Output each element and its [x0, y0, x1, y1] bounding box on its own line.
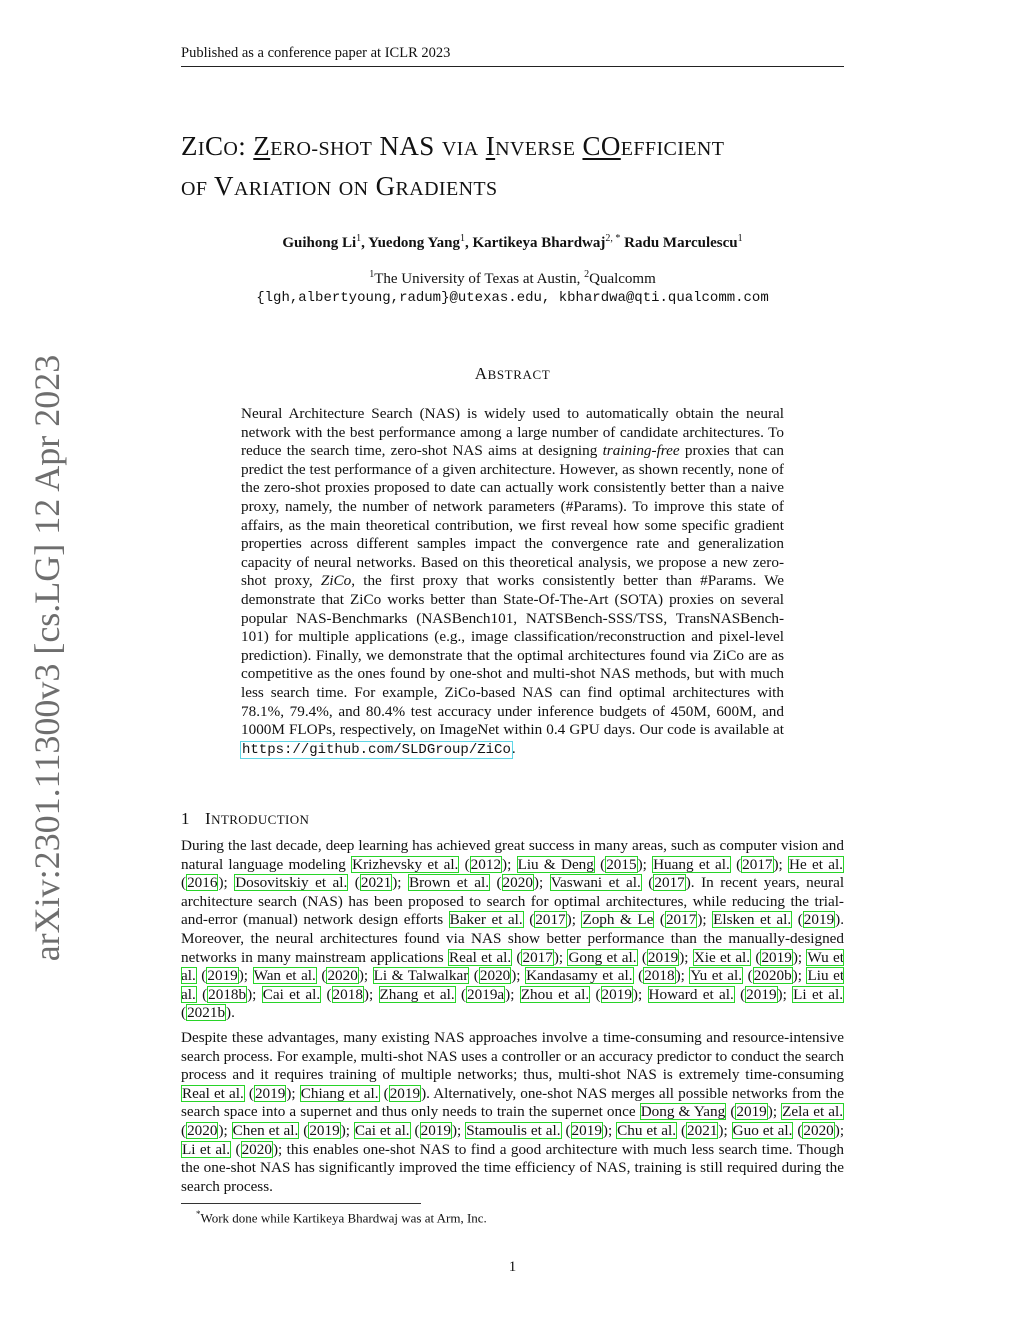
paragraph-text: (	[734, 985, 746, 1003]
citation-link[interactable]: Zoph & Le	[582, 911, 654, 929]
citation-link[interactable]: 2018	[644, 967, 675, 985]
citation-link[interactable]: 2019	[761, 948, 792, 966]
citation-link[interactable]: Wan et al.	[253, 967, 316, 985]
author-affiliation-mark: 1	[356, 233, 362, 244]
paragraph-text: (	[637, 948, 647, 966]
abstract-text: Neural Architecture Search (NAS) is widely used to automatically obtain the neural network with the best performance among a large number of candidate architectures. To reduce the search time, zero-shot NAS aims at designing training-free proxies that can predict the test performance of a given architecture. However, as shown recently, none of the zero-shot proxies proposed to date can actually work consistently better than a naive proxy, namely, the number of network parameters (#Params). To improve this state of affairs, as the main theoretical contribution, we first reveal how some specific gradient properties across different samples impact the convergence rate and generalization capacity of neural networks. Based on this theoretical analysis, we propose a new zero-shot proxy, ZiCo, the first proxy that works consistently better than #Params. We demonstrate that ZiCo works better than State-Of-The-Art (SOTA) proxies on several popular NAS-Benchmarks (NASBench101, NATSBench-SSS/TSS, TransNASBench-101) for multiple applications (e.g., image classification/reconstruction and pixel-level prediction). Finally, we demonstrate that the optimal architectures found via ZiCo are as competitive as the ones found by one-shot and multi-shot NAS methods, but with much less search time. For example, ZiCo-based NAS can find optimal architectures with 78.1%, 79.4%, and 80.4% test accuracy under inference budgets of 450M, 600M, and 1000M FLOPs, respectively, on ImageNet within 0.4 GPU days. Our code is available at https://github.com/SLDGroup/ZiCo.	[241, 405, 785, 758]
citation-link[interactable]: 2019	[601, 985, 632, 1003]
citation-link[interactable]: Huang et al.	[653, 855, 730, 873]
paragraph-text: );	[340, 1121, 354, 1139]
citation-link[interactable]: Zhang et al.	[379, 985, 455, 1003]
citation-link[interactable]: Zela et al.	[782, 1103, 844, 1121]
paragraph-text: ). Moreover, the neural architectures found via NAS show better performance than the manually-designed networks in many mainstream applications	[181, 911, 845, 966]
author-name: Guihong Li	[282, 235, 357, 251]
author-name: Radu Marculescu	[624, 235, 738, 251]
intro-paragraph-1	[181, 837, 844, 1023]
paragraph-text: (	[244, 1084, 254, 1102]
paragraph-text: );	[675, 967, 690, 985]
paragraph-text: );	[505, 985, 520, 1003]
paragraph-text: );	[502, 855, 517, 873]
paper-title	[181, 128, 844, 208]
paragraph-text: (	[512, 948, 522, 966]
citation-link[interactable]: Liu & Deng	[517, 855, 594, 873]
paragraph-text: (	[196, 967, 207, 985]
intro-paragraph-2	[181, 1029, 844, 1196]
author-affiliation-mark: 1	[459, 233, 465, 244]
citation-link[interactable]: Vaswani et al.	[550, 874, 641, 892]
paragraph-text: );	[777, 985, 793, 1003]
paragraph-text: (	[181, 1121, 187, 1139]
citation-link[interactable]: 2020	[187, 1121, 218, 1139]
paragraph-text: (	[181, 874, 187, 892]
citation-link[interactable]: Guo et al.	[732, 1121, 793, 1139]
citation-link[interactable]: 2017	[654, 874, 685, 892]
paragraph-text: );	[247, 985, 262, 1003]
paragraph-text: (	[231, 1140, 241, 1158]
citation-link[interactable]: Xie et al.	[693, 948, 751, 966]
citation-link[interactable]: He et al.	[789, 855, 843, 873]
citation-link[interactable]: 2012	[470, 855, 502, 873]
paragraph-text: );	[767, 1103, 782, 1121]
paragraph-text: );	[679, 948, 693, 966]
citation-link[interactable]: Baker et al.	[449, 911, 523, 929]
citation-link[interactable]: Dong & Yang	[640, 1103, 726, 1121]
paragraph-text: );	[697, 911, 713, 929]
citation-link[interactable]: 2021b	[187, 1004, 226, 1022]
citation-link[interactable]: Wu et al.	[181, 948, 844, 985]
citation-link[interactable]: 2019	[647, 948, 679, 966]
paragraph-text: (	[490, 874, 502, 892]
citation-link[interactable]: 2019	[254, 1084, 286, 1102]
title-line-2: OF VARIATION ON GRADIENTS	[181, 171, 498, 201]
citation-link[interactable]: Zhou et al.	[520, 985, 590, 1003]
paragraph-text: );	[637, 855, 653, 873]
footnote-divider	[181, 1203, 421, 1204]
paragraph-text: );	[511, 967, 526, 985]
paragraph-text: Despite these advantages, many existing NAS approaches involve a time-consuming and resource-intensive search process. For example, multi-shot NAS uses a controller or an accuracy predictor to conduct the search process and it requires training of multiple networks; thus, multi-shot NAS is extremely time-consuming	[181, 1029, 844, 1084]
citation-link[interactable]: 2021	[360, 874, 392, 892]
paragraph-text: );	[632, 985, 648, 1003]
citation-link[interactable]: 2019	[420, 1121, 451, 1139]
citation-link[interactable]: 2019	[207, 967, 238, 985]
paragraph-text: );	[238, 967, 253, 985]
paragraph-text: (	[410, 1121, 420, 1139]
citation-link[interactable]: Cai et al.	[354, 1121, 410, 1139]
citation-link[interactable]: 2020	[803, 1121, 834, 1139]
citation-link[interactable]: 2019	[571, 1121, 602, 1139]
author-name: Kartikeya Bhardwaj	[472, 235, 606, 251]
paragraph-text: );	[718, 1121, 732, 1139]
paragraph-text: );	[358, 967, 373, 985]
paragraph-text: (	[633, 967, 644, 985]
paragraph-text: (	[321, 985, 332, 1003]
paragraph-text: );	[363, 985, 379, 1003]
paragraph-text: ); this enables one-shot NAS to find a good architecture with much less search time. Though the one-shot NAS has significantly improved the time efficiency of NAS, training is still required during the search process.	[181, 1140, 845, 1195]
citation-link[interactable]: Li et al.	[182, 1140, 231, 1158]
author-list: Guihong Li$^1$, Yuedong Yang$^1$, Kartikeya Bhardwaj$^{2, *}$ Radu Marculescu$^1$	[282, 233, 743, 251]
running-header: Published as a conference paper at ICLR 2023	[181, 45, 844, 67]
citation-link[interactable]: Yu et al.	[690, 967, 743, 985]
section-heading-introduction: 1 INTRODUCTION	[181, 809, 310, 828]
citation-link[interactable]: Chen et al.	[232, 1121, 299, 1139]
citation-link[interactable]: Brown et al.	[408, 874, 489, 892]
paragraph-text: );	[834, 1121, 845, 1139]
citation-link[interactable]: Cai et al.	[262, 985, 321, 1003]
paragraph-text: (	[654, 911, 665, 929]
citation-link[interactable]: 2021	[687, 1121, 718, 1139]
paragraph-text: (	[299, 1121, 309, 1139]
citation-link[interactable]: 2015	[606, 855, 637, 873]
paragraph-text: (	[641, 874, 654, 892]
citation-link[interactable]: Chiang et al.	[300, 1084, 379, 1102]
citation-link[interactable]: Kandasamy et al.	[526, 967, 633, 985]
citation-link[interactable]: 2017	[535, 911, 566, 929]
citation-link[interactable]: 2018b	[208, 985, 247, 1003]
citation-link[interactable]: Chu et al.	[617, 1121, 677, 1139]
citation-link[interactable]: 2019	[746, 985, 777, 1003]
citation-link[interactable]: 2017	[665, 911, 697, 929]
paragraph-text: (	[743, 967, 753, 985]
citation-link[interactable]: Liu et al.	[181, 967, 845, 1003]
citation-link[interactable]: 2016	[187, 874, 218, 892]
paragraph-text: (	[677, 1121, 687, 1139]
citation-link[interactable]: Stamoulis et al.	[466, 1121, 561, 1139]
citation-link[interactable]: 2020	[241, 1140, 272, 1158]
paragraph-text: (	[523, 911, 535, 929]
citation-link[interactable]: 2019	[309, 1121, 340, 1139]
paragraph-text: (	[459, 855, 470, 873]
page-number: 1	[508, 1259, 517, 1275]
paragraph-text: (	[316, 967, 327, 985]
paragraph-text: );	[218, 874, 235, 892]
affiliations: $^1$The University of Texas at Austin, $^2$Qualcomm	[369, 269, 656, 287]
citation-link[interactable]: Krizhevsky et al.	[352, 855, 459, 873]
citation-link[interactable]: 2020	[502, 874, 533, 892]
citation-link[interactable]: 2019	[736, 1103, 767, 1121]
paragraph-text: (	[726, 1103, 736, 1121]
paragraph-text: );	[286, 1084, 300, 1102]
paragraph-text: (	[469, 967, 479, 985]
author-affiliation-mark: 1	[737, 233, 743, 244]
paragraph-text: (	[561, 1121, 571, 1139]
citation-link[interactable]: Howard et al.	[648, 985, 734, 1003]
citation-link[interactable]: 2020b	[753, 967, 792, 985]
author-emails: {lgh,albertyoung,radum}@utexas.edu, kbhardwa@qti.qualcomm.com	[256, 290, 769, 306]
paragraph-text: (	[730, 855, 742, 873]
citation-link[interactable]: Gong et al.	[568, 948, 637, 966]
paragraph-text: (	[751, 948, 761, 966]
paragraph-text: (	[181, 1004, 187, 1022]
citation-link[interactable]: 2017	[742, 855, 773, 873]
citation-link[interactable]: Li et al.	[793, 985, 843, 1003]
paragraph-text: );	[553, 948, 568, 966]
paragraph-text: (	[793, 1121, 803, 1139]
citation-link[interactable]: 2020	[327, 967, 358, 985]
author-affiliation-mark: 2, *	[605, 233, 621, 244]
paragraph-text: );	[792, 948, 807, 966]
paragraph-text: (	[594, 855, 606, 873]
footnote: *Work done while Kartikeya Bhardwaj was at Arm, Inc.	[196, 1209, 487, 1226]
citation-link[interactable]: Real et al.	[182, 1084, 244, 1102]
author-name: Yuedong Yang	[368, 235, 460, 251]
citation-link[interactable]: Li & Talwalkar	[373, 967, 469, 985]
citation-link[interactable]: 2019	[803, 911, 835, 929]
citation-link[interactable]: 2020	[479, 967, 511, 985]
citation-link[interactable]: 2017	[522, 948, 553, 966]
citation-link[interactable]: 2018	[332, 985, 363, 1003]
paragraph-text: );	[566, 911, 582, 929]
paragraph-text: (	[792, 911, 803, 929]
paragraph-text: (	[196, 985, 208, 1003]
paragraph-text: ). In recent years, neural architecture search (NAS) has been proposed to search for optimal architectures, while reducing the trial-and-error (manual) network design efforts	[181, 874, 845, 929]
paragraph-text: );	[533, 874, 550, 892]
paragraph-text: );	[792, 967, 807, 985]
citation-link[interactable]: 2019a	[467, 985, 505, 1003]
paragraph-text: );	[218, 1121, 232, 1139]
paragraph-text: During the last decade, deep learning has achieved great success in many areas, such as computer vision and natural language modeling	[181, 837, 844, 873]
paragraph-text: (	[455, 985, 467, 1003]
title-line-1: ZICO: ZERO-SHOT NAS VIA INVERSE COEFFICIENT	[181, 131, 725, 161]
paragraph-text: ).	[226, 1004, 235, 1022]
citation-link[interactable]: Real et al.	[448, 948, 512, 966]
paragraph-text: );	[451, 1121, 466, 1139]
paragraph-text: );	[392, 874, 408, 892]
paragraph-text: (	[348, 874, 360, 892]
paragraph-text: );	[773, 855, 789, 873]
citation-link[interactable]: Dosovitskiy et al.	[235, 874, 348, 892]
arxiv-stamp: arXiv:2301.11300v3 [cs.LG] 12 Apr 2023	[27, 354, 67, 962]
paragraph-text: );	[602, 1121, 617, 1139]
paragraph-text: (	[590, 985, 601, 1003]
code-url-link[interactable]: https://github.com/SLDGroup/ZiCo	[242, 741, 511, 758]
citation-link[interactable]: Elsken et al.	[713, 911, 792, 929]
paragraph-text: (	[379, 1084, 389, 1102]
citation-link[interactable]: 2019	[389, 1084, 421, 1102]
abstract-heading: ABSTRACT	[474, 364, 551, 383]
paragraph-text: ). Alternatively, one-shot NAS merges all possible networks from the search space into a supernet and thus only needs to train the supernet once	[181, 1084, 844, 1121]
